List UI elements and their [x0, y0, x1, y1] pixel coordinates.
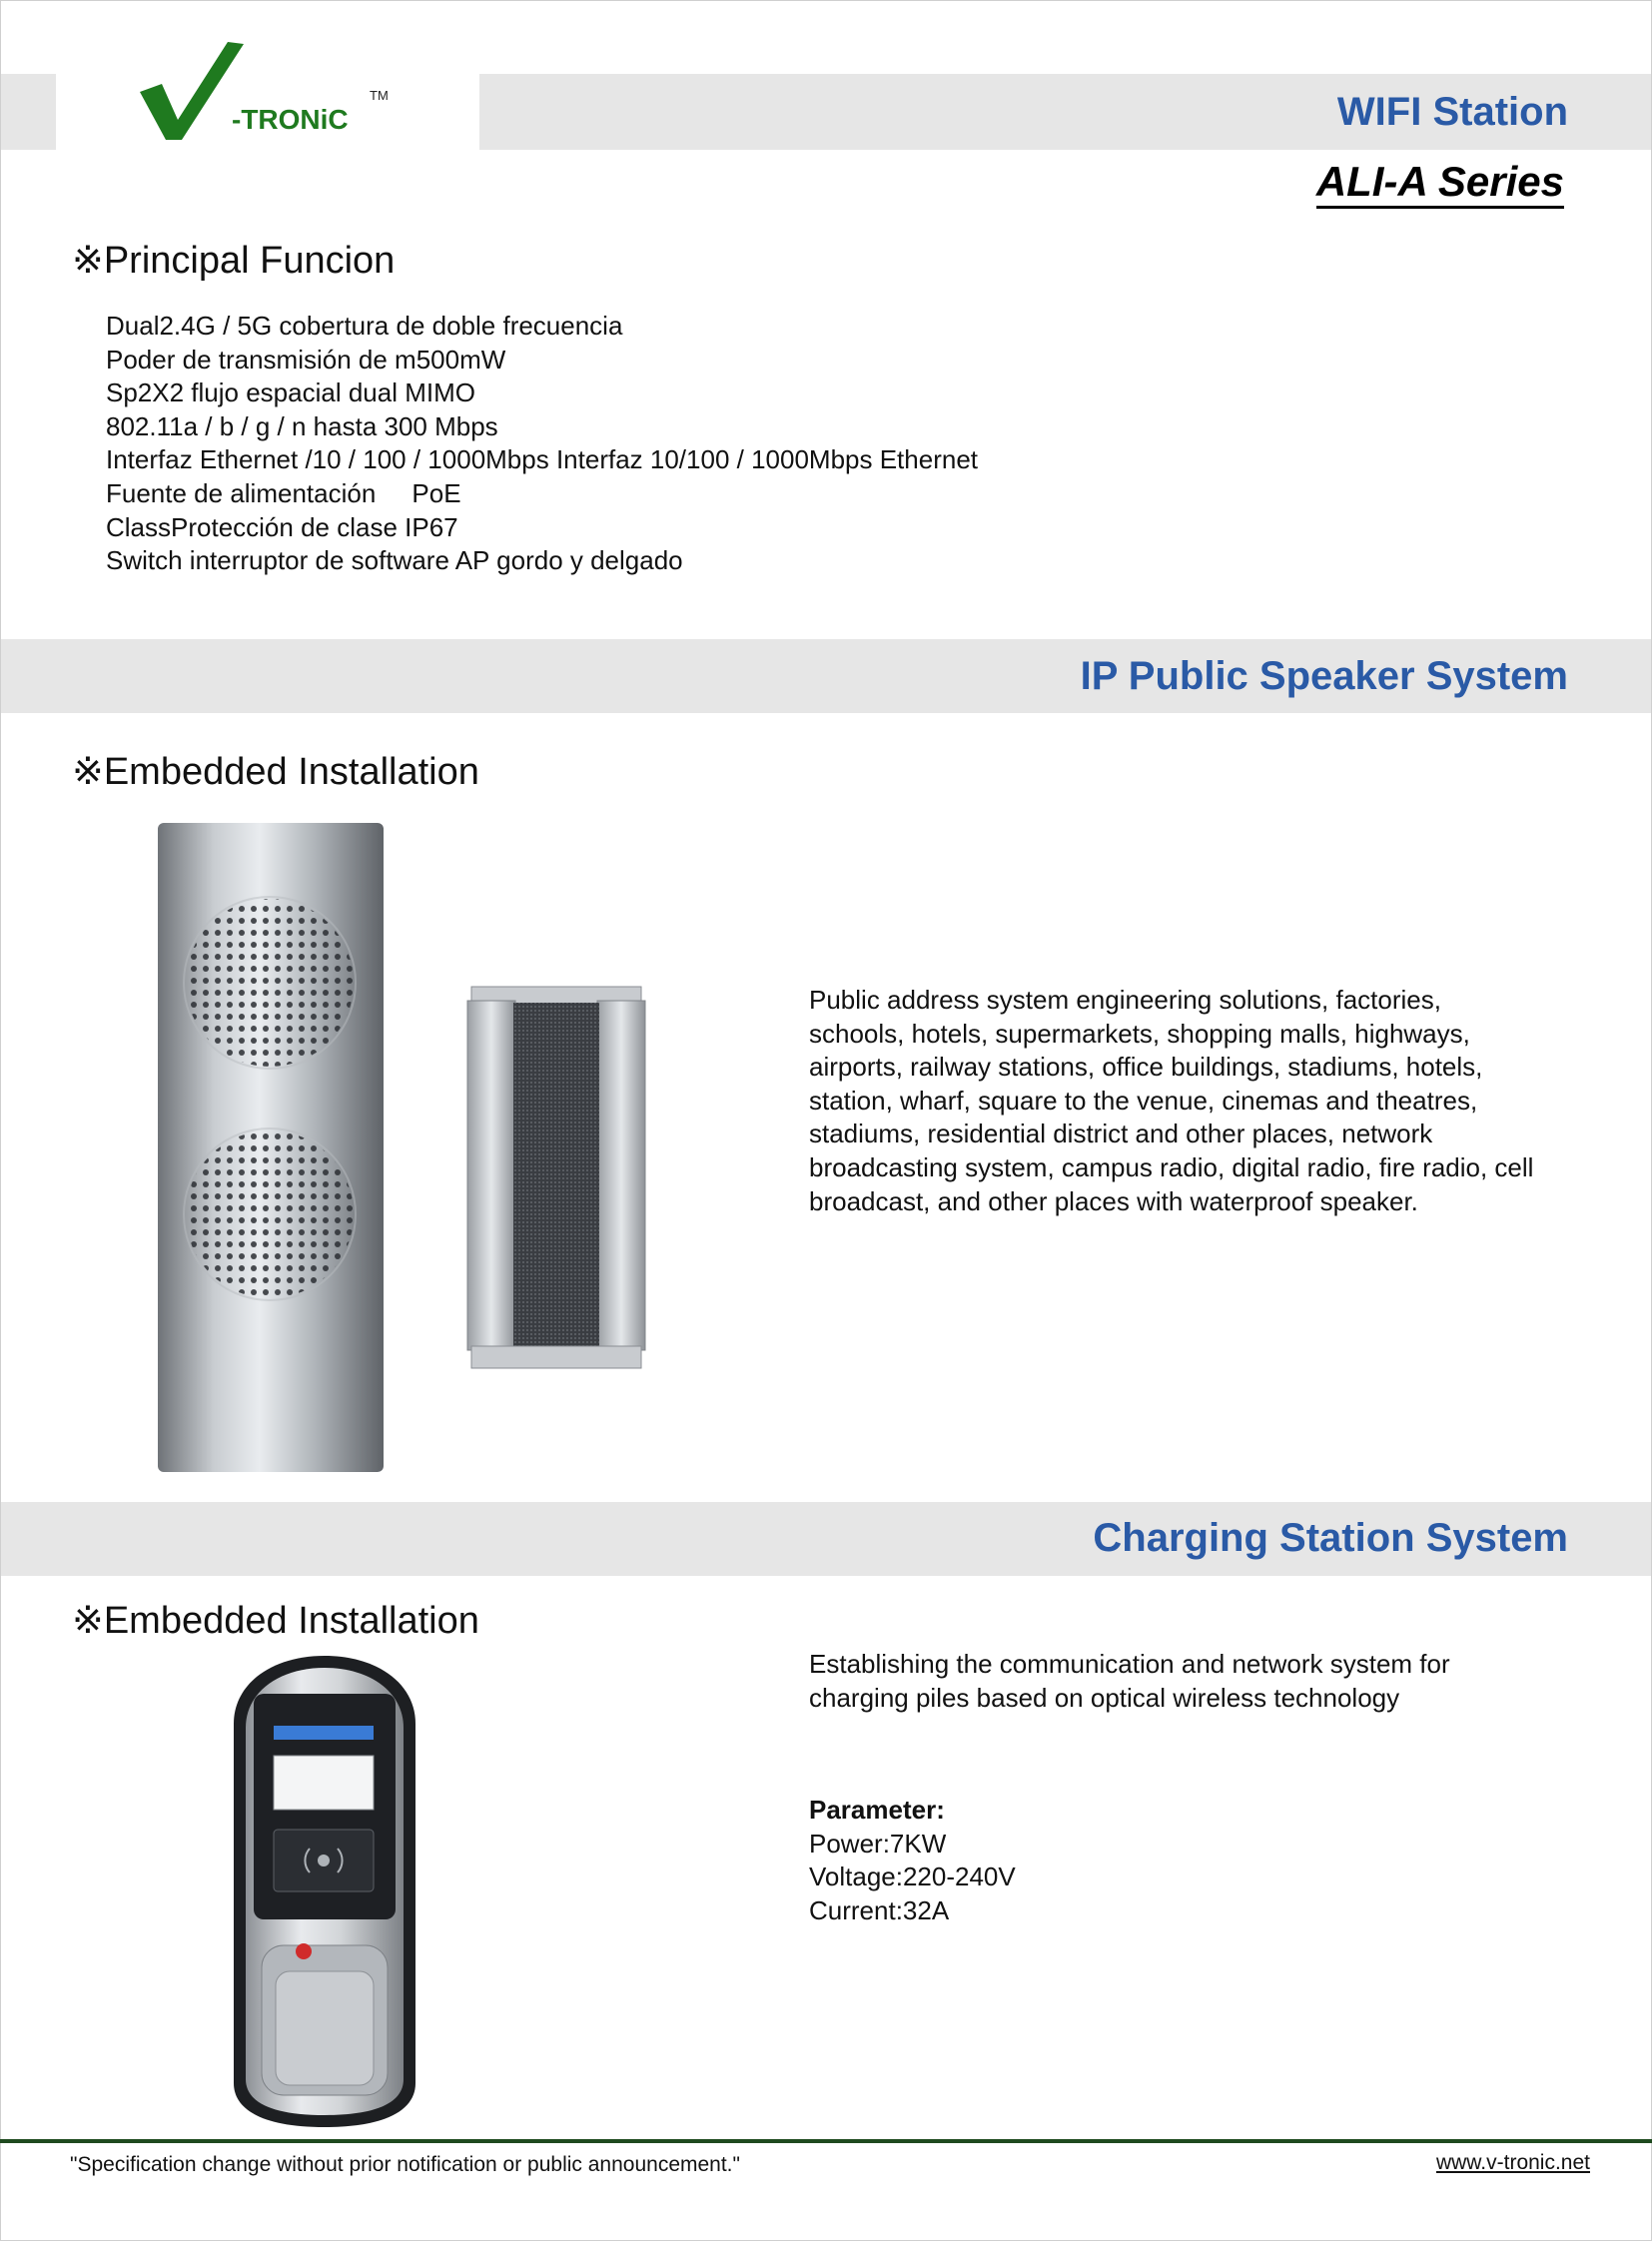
speaker-installation-title: ※Embedded Installation: [72, 751, 479, 793]
parameter-item: Power:7KW: [809, 1828, 947, 1859]
logo-trademark: TM: [370, 88, 389, 103]
feature-item: ClassProtección de clase IP67: [106, 511, 458, 542]
charging-installation-title: ※Embedded Installation: [72, 1600, 479, 1642]
charging-band-title: Charging Station System: [1093, 1516, 1568, 1560]
feature-item: Dual2.4G / 5G cobertura de doble frecuencia: [106, 311, 623, 341]
logo-text: -TRONiC: [232, 104, 349, 135]
footer-rule: [0, 2139, 1652, 2143]
parameter-list: [809, 1794, 1016, 1927]
charging-description: Establishing the communication and network system for charging piles based on optical wireless technology: [809, 1649, 1450, 1713]
feature-item: Switch interruptor de software AP gordo y delgado: [106, 545, 683, 576]
speaker-description: Public address system engineering solutions, factories, schools, hotels, supermarkets, shopping malls, highways, airports, railway stations, office buildings, stadiums, hotels, station, wharf, square to the venue, cinemas and theatres, stadiums, residential district and other places, network broadcasting system, campus radio, digital radio, fire radio, cell broadcast, and other places with waterproof speaker.: [809, 985, 1534, 1216]
parameter-item: Current:32A: [809, 1894, 950, 1925]
feature-item: Poder de transmisión de m500mW: [106, 344, 506, 374]
charging-pile-image: [232, 1654, 417, 2129]
principal-function-title: ※Principal Funcion: [72, 240, 396, 282]
feature-item: Fuente de alimentación PoE: [106, 477, 461, 508]
column-speaker-image: [152, 819, 392, 1478]
feature-item: Sp2X2 flujo espacial dual MIMO: [106, 377, 475, 408]
horn-speaker-image: [461, 977, 651, 1386]
page-title: WIFI Station: [1336, 90, 1568, 134]
series-title: ALI-A Series: [1316, 158, 1564, 209]
footer-note: "Specification change without prior notification or public announcement.": [70, 2153, 740, 2176]
feature-list: [106, 310, 978, 578]
logo-checkmark-icon: [136, 40, 246, 142]
feature-item: 802.11a / b / g / n hasta 300 Mbps: [106, 410, 498, 441]
parameter-item: Voltage:220-240V: [809, 1862, 1016, 1892]
parameter-title: Parameter:: [809, 1795, 945, 1825]
feature-item: Interfaz Ethernet /10 / 100 / 1000Mbps Interfaz 10/100 / 1000Mbps Ethernet: [106, 444, 979, 475]
website-link[interactable]: www.v-tronic.net: [1435, 2151, 1590, 2174]
speaker-band-title: IP Public Speaker System: [1080, 654, 1568, 698]
